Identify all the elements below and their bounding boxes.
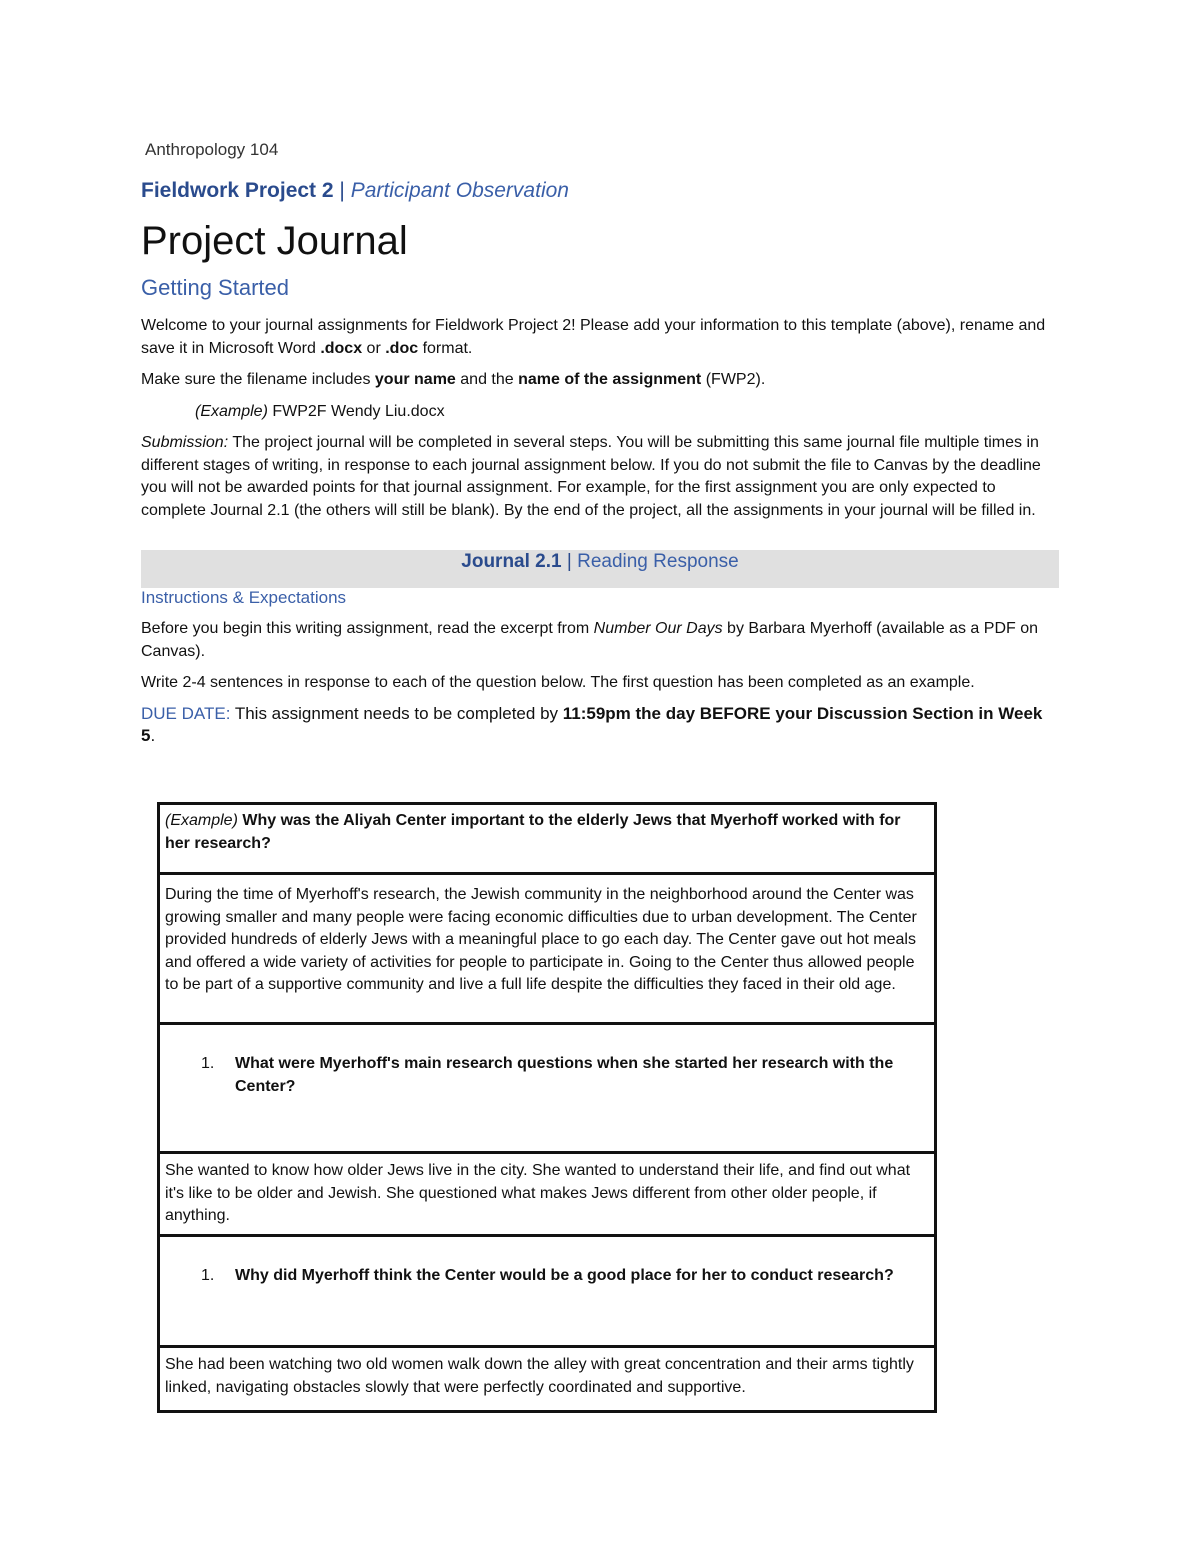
section-heading: Getting Started	[141, 275, 289, 300]
journal-number: Journal 2.1	[461, 551, 562, 572]
question-2-cell: 1. Why did Myerhoff think the Center would be a good place for her to conduct research?	[159, 1236, 936, 1347]
due-date-paragraph: DUE DATE: This assignment needs to be completed by 11:59pm the day BEFORE your Discussion Section in Week 5.	[141, 703, 1043, 745]
submission-paragraph: Submission: The project journal will be completed in several steps. You will be submitting this same journal file multiple times in different stages of writing, in response to each journal assignment below. If you do not submit the file to Canvas by the deadline you will not be awarded points for that journal assignment. For example, for the first assignment you are only expected to complete Journal 2.1 (the others will still be blank). By the end of the project, all the assignments in your journal will be filled in.	[141, 434, 1041, 519]
document-page	[141, 140, 1059, 748]
project-heading	[141, 179, 1059, 203]
course-label: Anthropology 104	[145, 140, 279, 159]
table-row	[159, 874, 936, 1024]
project-subtitle: Participant Observation	[350, 179, 569, 202]
intro-paragraph: Welcome to your journal assignments for Fieldwork Project 2! Please add your information to this template (above), rename and save it in Microsoft Word .docx or .doc format.	[141, 317, 1046, 357]
writing-paragraph: Write 2-4 sentences in response to each of the question below. The first question has been completed as an example.	[141, 674, 975, 691]
reading-paragraph: Before you begin this writing assignment, read the excerpt from Number Our Days by Barbara Myerhoff (available as a PDF on Canvas).	[141, 620, 1039, 660]
page-title: Project Journal	[141, 219, 408, 263]
answer-2-cell[interactable]: She had been watching two old women walk down the alley with great concentration and their arms tightly linked, navigating obstacles slowly that were perfectly coordinated and supportive.	[159, 1347, 936, 1412]
answer-1-cell[interactable]: She wanted to know how older Jews live in the city. She wanted to understand their life, and find out what it's like to be older and Jewish. She questioned what makes Jews different from other older people, if anything.	[159, 1153, 936, 1236]
journal-banner: Journal 2.1 | Reading Response	[141, 550, 1059, 588]
example-question-cell: (Example) Why was the Aliyah Center important to the elderly Jews that Myerhoff worked with for her research?	[159, 804, 936, 874]
question-1-cell: 1. What were Myerhoff's main research questions when she started her research with the Center?	[159, 1024, 936, 1153]
table-row	[159, 1153, 936, 1236]
table-row	[159, 1236, 936, 1347]
journal-table	[157, 802, 937, 1413]
instructions-heading: Instructions & Expectations	[141, 588, 347, 607]
project-separator: |	[333, 179, 351, 202]
filename-paragraph: Make sure the filename includes your name and the name of the assignment (FWP2).	[141, 371, 766, 388]
example-answer-cell[interactable]: During the time of Myerhoff's research, the Jewish community in the neighborhood around the Center was growing smaller and many people were facing economic difficulties due to urban development. The Center provided hundreds of elderly Jews with a meaningful place to go each day. The Center gave out hot meals and offered a wide variety of activities for people to participate in. Going to the Center thus allowed people to be part of a supportive community and live a full life despite the difficulties they faced in their old age.	[159, 874, 936, 1024]
table-row	[159, 1347, 936, 1412]
project-name: Fieldwork Project 2	[141, 179, 334, 202]
example-filename: (Example) FWP2F Wendy Liu.docx	[195, 402, 445, 420]
table-row	[159, 1024, 936, 1153]
journal-subtitle: Reading Response	[577, 551, 739, 572]
table-row	[159, 804, 936, 874]
